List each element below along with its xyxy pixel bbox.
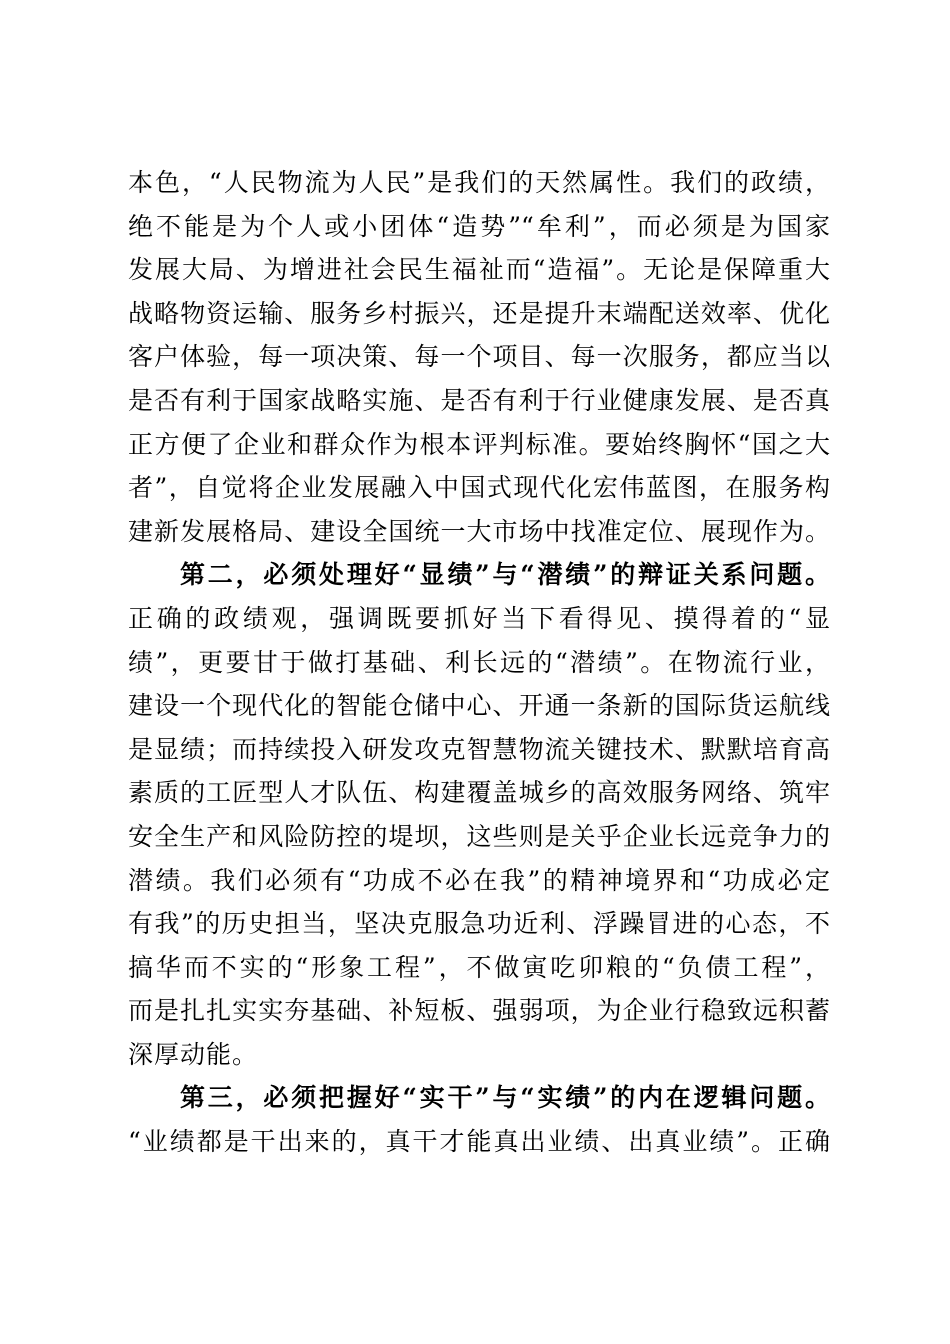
section-heading-line: 第二，必须处理好“显绩”与“潜绩”的辩证关系问题。	[180, 560, 830, 590]
paragraph-line: 深厚动能。	[128, 1039, 259, 1069]
paragraph-line: 素质的工匠型人才队伍、构建覆盖城乡的高效服务网络、筑牢	[128, 778, 830, 808]
paragraph-line: 建新发展格局、建设全国统一大市场中找准定位、展现作为。	[128, 516, 830, 546]
paragraph-line: 正确的政绩观，强调既要抓好当下看得见、摸得着的“显	[128, 603, 830, 633]
paragraph-line: 绝不能是为个人或小团体“造势”“牟利”，而必须是为国家	[128, 211, 830, 241]
paragraph-line: “业绩都是干出来的，真干才能真出业绩、出真业绩”。正确	[128, 1127, 830, 1157]
paragraph-line: 发展大局、为增进社会民生福祉而“造福”。无论是保障重大	[128, 255, 830, 285]
paragraph-line: 安全生产和风险防控的堤坝，这些则是关乎企业长远竞争力的	[128, 821, 830, 851]
paragraph-line: 有我”的历史担当，坚决克服急功近利、浮躁冒进的心态，不	[128, 909, 830, 939]
paragraph-line: 战略物资运输、服务乡村振兴，还是提升末端配送效率、优化	[128, 298, 830, 328]
paragraph-line: 者”，自觉将企业发展融入中国式现代化宏伟蓝图，在服务构	[128, 473, 830, 503]
section-heading-line: 第三，必须把握好“实干”与“实绩”的内在逻辑问题。	[180, 1083, 830, 1113]
paragraph-line: 是否有利于国家战略实施、是否有利于行业健康发展、是否真	[128, 385, 830, 415]
paragraph-line: 正方便了企业和群众作为根本评判标准。要始终胸怀“国之大	[128, 429, 830, 459]
paragraph-line: 绩”，更要甘于做打基础、利长远的“潜绩”。在物流行业，	[128, 647, 830, 677]
paragraph-line: 本色，“人民物流为人民”是我们的天然属性。我们的政绩，	[128, 168, 830, 197]
paragraph-line: 潜绩。我们必须有“功成不必在我”的精神境界和“功成必定	[128, 865, 830, 895]
paragraph-line: 而是扎扎实实夯基础、补短板、强弱项，为企业行稳致远积蓄	[128, 996, 830, 1026]
paragraph-line: 是显绩；而持续投入研发攻克智慧物流关键技术、默默培育高	[128, 734, 830, 764]
paragraph-line: 客户体验，每一项决策、每一个项目、每一次服务，都应当以	[128, 342, 830, 372]
paragraph-line: 建设一个现代化的智能仓储中心、开通一条新的国际货运航线	[128, 691, 830, 721]
document-page	[128, 161, 830, 1164]
paragraph-line: 搞华而不实的“形象工程”，不做寅吃卯粮的“负债工程”，	[128, 952, 830, 982]
